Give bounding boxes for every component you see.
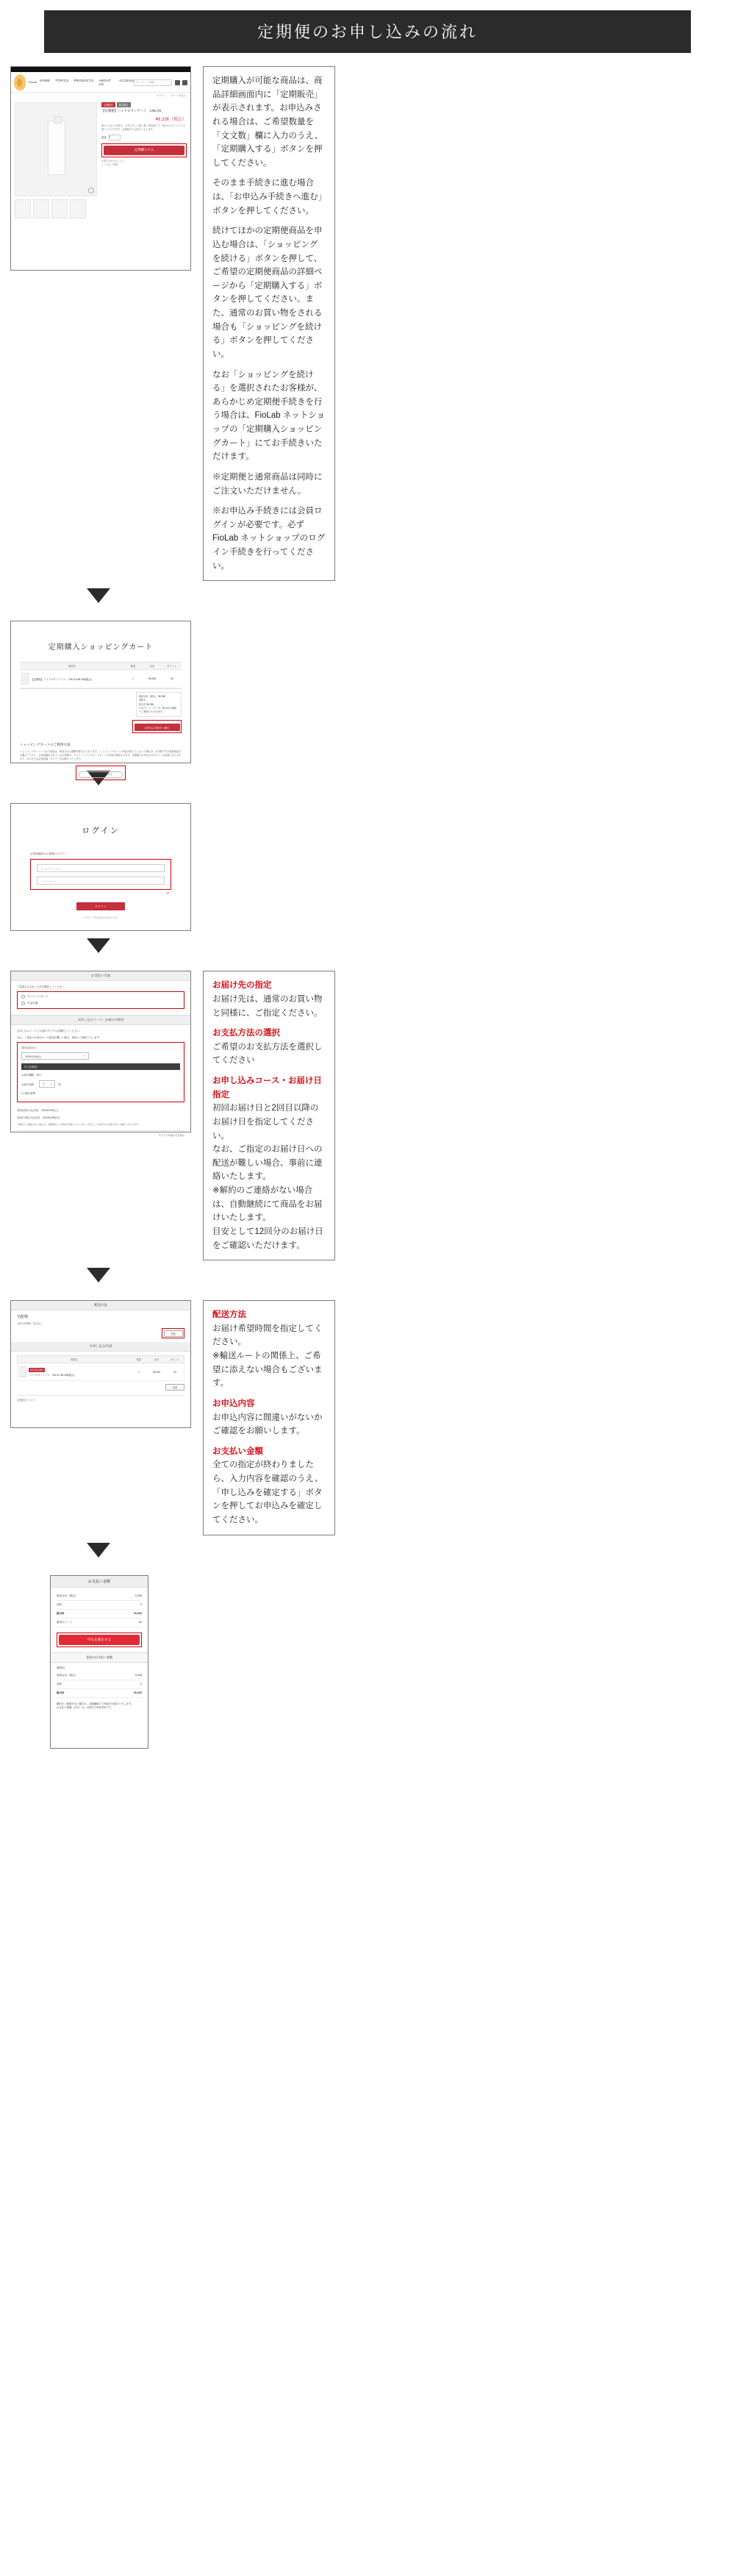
note-head: お届け先の指定 — [212, 981, 272, 991]
status-badge: 数量限定 — [117, 102, 131, 107]
amount-label: 商品合計（税込） — [57, 1594, 78, 1597]
note-block — [212, 979, 326, 1020]
screenshot-product-page — [10, 66, 191, 271]
cart-guide — [20, 733, 182, 780]
order-body — [11, 1352, 190, 1405]
step-4 — [0, 971, 735, 1260]
screenshot-cart-page — [10, 621, 191, 777]
product-gallery — [15, 102, 97, 218]
product-thumbnail — [19, 1366, 26, 1377]
note-block — [212, 1027, 326, 1068]
course-foot-note: ※解約のご連絡がない場合は、自動継続にて商品をお届けいたします。目安として12回分のお届け日をご確認いただけます。 — [17, 1123, 140, 1127]
product-body — [11, 99, 190, 218]
main-nav[interactable] — [40, 79, 134, 86]
sub-nav[interactable] — [11, 93, 190, 99]
summary-note: ※ポイント・クーポン等は次の画面でご利用いただけます。 — [139, 706, 176, 713]
search-input[interactable]: キーワード検索 — [134, 79, 172, 86]
amount-value: 0 — [140, 1602, 142, 1606]
cart-product-cell — [20, 670, 124, 688]
product-main-image[interactable] — [15, 102, 97, 196]
fix-row[interactable] — [21, 1091, 180, 1095]
proceed-to-order-button[interactable]: お申込み手続きへ進む — [135, 724, 180, 731]
count-label: お届け回数： — [21, 1082, 37, 1086]
each-amount-title: 各回のお支払い金額 — [51, 1652, 148, 1663]
step-6 — [0, 1575, 735, 1749]
highlight-box-confirm — [57, 1633, 142, 1647]
nav-item-products[interactable]: PRODUCTS — [74, 79, 94, 82]
continue-shopping-button[interactable]: ショッピングを続ける — [79, 771, 123, 778]
order-product-cell — [18, 1363, 131, 1380]
col-qty: 数量 — [136, 1358, 142, 1362]
thumbnail[interactable] — [51, 199, 68, 218]
cart-summary — [136, 692, 182, 717]
payment-option-credit-card[interactable] — [21, 995, 180, 999]
payment-body — [11, 981, 190, 1141]
status-badge: 定期販売 — [101, 102, 115, 107]
order-section-title: お申し込み内容 — [11, 1342, 190, 1352]
quantity-input[interactable]: 1 — [109, 135, 121, 140]
thumbnail[interactable] — [15, 199, 31, 218]
order-change-wrap — [17, 1384, 184, 1391]
amount-label: 獲得ポイント — [57, 1620, 73, 1624]
nav-item-topics[interactable]: TOPICS — [55, 79, 69, 82]
cycle-row — [21, 1073, 180, 1077]
forgot-password-link[interactable]: パスワードをお忘れの方はこちら — [83, 916, 118, 920]
arrow-icon — [87, 588, 110, 603]
show-all-dates-link[interactable]: すべてのお届け日を表示 — [17, 1130, 184, 1137]
payment-option-label: 代金引換 — [27, 1002, 38, 1005]
product-sub-links[interactable] — [101, 160, 187, 167]
browser-top-bar — [11, 67, 190, 72]
brand-name: FioLab — [29, 81, 37, 84]
amount-line — [57, 1601, 142, 1610]
shipping-change-wrap — [17, 1328, 184, 1338]
nav-item-access[interactable]: ACCESS — [119, 79, 134, 82]
cart-total: ¥6,336 — [148, 677, 157, 681]
first-delivery-label: 初回お届け日 — [21, 1046, 37, 1050]
count-unit: 回 — [58, 1082, 61, 1086]
view-cart-link[interactable]: カートを見る — [171, 94, 186, 97]
count-row[interactable] — [21, 1080, 180, 1088]
cart-qty: 1 — [132, 677, 134, 681]
note-line: ※お申込み手続きには会員ログインが必要です。必ずFioLab ネットショップのログイン手続きを行ってください。 — [212, 507, 326, 571]
thumbnail[interactable] — [33, 199, 49, 218]
product-description: 肌のうるおいを保ち、みずみずしい肌へ導く美容液です。毎日のスキンケアにお使いいただけます。定期便でのお届けとなります。 — [101, 124, 186, 131]
confirm-order-button[interactable]: 申込を確定する — [59, 1635, 140, 1645]
product-price: ¥6,336（税込） — [155, 117, 187, 122]
shipping-section-title: 配送方法 — [11, 1301, 190, 1310]
order-table-header — [17, 1355, 184, 1363]
count-select[interactable] — [39, 1080, 55, 1088]
step-5 — [0, 1300, 735, 1535]
screenshot-shipping-page — [10, 1300, 191, 1428]
delivery-estimate-2 — [17, 1116, 184, 1119]
arrow-icon — [87, 938, 110, 953]
col-product: 商品名 — [71, 1358, 78, 1362]
col-total: 合計 — [154, 1358, 159, 1362]
course-lead-1: お申し込みコース とお届けサイクルを選択してください。 — [17, 1030, 82, 1033]
brand-logo-icon — [14, 74, 26, 90]
highlight-box-course — [17, 1042, 184, 1102]
cycle-label: お届け間隔：毎月 — [21, 1074, 42, 1077]
change-order-button[interactable]: 変更 — [165, 1384, 184, 1391]
payment-section-title: お支払い方法 — [11, 971, 190, 981]
amount-label: 送料 — [57, 1602, 62, 1606]
col-qty: 数量 — [130, 665, 136, 668]
header-icons[interactable] — [175, 80, 187, 85]
screenshot-payment-page — [10, 971, 191, 1138]
show-password-icon[interactable]: 👁 — [165, 891, 170, 896]
chevron-down-icon[interactable]: ▾ — [84, 1055, 85, 1058]
note-line: 定期購入が可能な商品は、商品詳細画面内に「定期販売」が表示されます。お申込みされる場合は、ご希望数量を「文文数」欄に入力のうえ、「定期購入する」ボタンを押してください。 — [212, 76, 323, 168]
col-product: 商品名 — [68, 665, 76, 668]
flow-arrow-4 — [0, 1260, 735, 1287]
note-line: そのまま手続きに進む場合は、「お申込み手続きへ進む」ボタンを押してください。 — [212, 179, 323, 215]
shipping-body — [11, 1310, 190, 1342]
sub-amount-line — [57, 1671, 142, 1680]
note-head: お申込内容 — [212, 1399, 255, 1408]
delivery-estimate-1 — [17, 1108, 184, 1112]
summary-value: ¥6,336 — [158, 695, 166, 699]
step-3 — [0, 803, 735, 931]
col-total: 合計 — [149, 665, 155, 668]
login-lead: 会員登録済のお客様のログイン — [30, 852, 68, 856]
amount-line — [57, 1610, 142, 1619]
note-step-1 — [203, 66, 335, 581]
amount-line — [57, 1592, 142, 1601]
note-line: 続けてほかの定期便商品を申込む場合は、「ショッピングを続ける」ボタンを押して、ご希望の定期便商品の詳細ページから「定期購入する」ボタンを押してください。また、通常のお買い物をされる場合も「ショッピングを続ける」ボタンを押してください。 — [212, 226, 323, 359]
product-title: 【定期便】ハイドロサンテージ CNC①ⅱ — [101, 109, 162, 113]
note-line: ※定期便と通常商品は同時にご注文いただけません。 — [212, 472, 323, 496]
col-point: ポイント — [167, 665, 177, 668]
cart-table-header — [20, 663, 182, 670]
step-1 — [0, 66, 735, 581]
delivery2-label: 2回目お届け日(目安) — [17, 1116, 40, 1120]
note-head: お支払い金額 — [212, 1446, 263, 1456]
note-body: お届け先は、通常のお買い物と同様に、ご指定ください。 — [212, 994, 323, 1018]
amount-body — [51, 1588, 148, 1715]
shop-header — [11, 72, 190, 93]
amount-label: 送料 — [57, 1682, 62, 1685]
nav-item-about[interactable]: ABOUT US — [98, 79, 112, 86]
login-button[interactable]: ログイン — [76, 902, 125, 910]
amount-value: 0 — [140, 1682, 142, 1685]
cart-table — [20, 662, 182, 689]
step-2 — [0, 621, 735, 777]
first-delivery-date-select[interactable] — [21, 1052, 89, 1060]
first-delivery-date-value: 2024/11/30(土) — [25, 1055, 42, 1058]
flow-arrow-5 — [0, 1535, 735, 1562]
table-row — [20, 670, 182, 688]
page-title: 定期便のお申し込みの流れ — [44, 10, 691, 53]
delivery1-label: 初回お届け日(目安) — [17, 1109, 39, 1113]
contact-link[interactable]: お問い合わせはこちら — [101, 159, 125, 163]
flow-arrow-3 — [0, 931, 735, 957]
note-body: ご希望のお支払方法を選択してください — [212, 1042, 323, 1066]
cycle-badge: 毎月1回お届け — [30, 1368, 44, 1371]
password-field[interactable]: パスワード ＊ — [37, 877, 165, 885]
note-body: 初回お届け日と2回目以降のお届け日を指定してください。 なお、ご指定のお届け日への配送が難しい場合、事前に連絡いたします。 ※解約のご連絡がない場合は、自動継続にて商品をお届けいたします。 目安として12回分のお届け日をご確認いただけます。 — [212, 1104, 323, 1250]
subscription-info-link[interactable]: 定期販売について — [17, 1395, 184, 1402]
highlight-box-login-form — [30, 859, 171, 890]
note-block — [212, 1445, 326, 1527]
order-total: ¥6,336 — [153, 1370, 160, 1374]
payment-lead: ご希望のお支払い方法を選択してください。 — [17, 985, 67, 989]
login-title: ログイン — [82, 827, 120, 836]
amount-line — [57, 1619, 142, 1627]
table-row — [17, 1363, 184, 1381]
note-body: お届け希望時間を指定してください。 ※輸送ルートの関係上、ご希望に添えない場合もございます。 — [212, 1324, 323, 1388]
course-section-title: お申し込みコース・お届け日指定 — [11, 1015, 190, 1025]
login-link[interactable]: ログイン — [157, 94, 167, 97]
note-block — [212, 1397, 326, 1438]
zoom-icon[interactable] — [88, 188, 94, 193]
note-step-4 — [203, 971, 335, 1260]
thumbnail-list[interactable] — [15, 199, 97, 218]
summary-label: 総合計 — [139, 702, 146, 706]
cart-guide-text: ショッピングカートへ入れた商品は、保存される期間が限られております。ショッピングカートの内容が消えてしまった場合は、お手数ですが再度商品をお選びください。会員登録をされているお客様は、ログインしていただくとカートの内容が保存されます。定期便のお申込みはログインが必要となりますので、あらかじめ会員登録・ログインをお願いいたします。 — [20, 750, 182, 761]
note-line: なお「ショッピングを続ける」を選択されたお客様が、あらかじめ定期便手続きを行う場合は、FioLab ネットショップの「定期購入ショッピングカート」にてお手続きいただけます。 — [212, 370, 326, 462]
quantity-row[interactable] — [101, 135, 187, 140]
note-head: お支払方法の選択 — [212, 1029, 280, 1038]
order-product-name: ハイドロサンテージ CNC①ⅱ ¥6,336(税込) — [29, 1373, 75, 1377]
note-block — [212, 1308, 326, 1391]
highlight-box-payment-options — [17, 991, 184, 1009]
thumbnail[interactable] — [70, 199, 86, 218]
delivery2-value: 2024/12/30(月) — [43, 1116, 60, 1120]
note-head: お申し込みコース・お届け日指定 — [212, 1077, 322, 1099]
summary-value: ¥6,336 — [146, 702, 154, 706]
subscribe-purchase-button[interactable]: 定期購入する — [104, 146, 184, 155]
amount-value: ¥6,336 — [134, 1691, 142, 1694]
flow-arrow-1 — [0, 581, 735, 607]
account-icon[interactable] — [182, 80, 187, 85]
shipping-time-label: お届け時間帯：指定なし — [17, 1322, 43, 1326]
screenshot-amount-page — [50, 1575, 148, 1749]
fixed-option-label: ◎ 毎回 基準 — [21, 1092, 35, 1096]
product-thumbnail — [21, 673, 29, 685]
col-point: ポイント — [170, 1358, 180, 1362]
quantity-label: 数量 — [101, 136, 107, 140]
highlight-box-next — [132, 720, 182, 733]
summary-label: 商品合計（税込） — [139, 695, 158, 699]
delivery1-value: 2024/11/30(土) — [41, 1109, 58, 1113]
badge-row — [101, 102, 187, 107]
amount-label: 商品合計（税込） — [57, 1673, 78, 1677]
amount-section-title: お支払い金額 — [51, 1576, 148, 1588]
radio-icon[interactable] — [21, 995, 25, 999]
amount-value: 6,336 — [135, 1673, 142, 1677]
shipping-method-label: 宅配便 — [17, 1315, 29, 1320]
amount-label: 総合計 — [57, 1611, 65, 1615]
nav-item-home[interactable]: HOME — [40, 79, 51, 82]
highlight-box-back — [76, 766, 126, 780]
email-field[interactable]: メールアドレス ＊ — [37, 864, 165, 872]
note-step-5 — [203, 1300, 335, 1535]
change-shipping-button[interactable]: 変更 — [164, 1330, 183, 1337]
order-point: 63 — [173, 1370, 176, 1374]
summary-value: 0 — [144, 699, 146, 702]
cycle-header: ◎ 日付指定 — [21, 1063, 180, 1070]
cart-guide-title: ショッピングカートのご利用方法 — [20, 742, 71, 746]
cart-icon[interactable] — [175, 80, 180, 85]
sub-amount-line — [57, 1680, 142, 1689]
product-info — [97, 102, 187, 218]
arrow-icon — [87, 1543, 110, 1558]
order-product-text — [29, 1368, 74, 1377]
amount-foot-note: 解約のご連絡がない場合は、自動継続にて商品をお届けいたします。 お支払い総額（目安）は、12回分で¥76,032です。 — [57, 1702, 134, 1710]
amount-value: 63 — [139, 1620, 142, 1624]
highlight-box-cart — [101, 143, 187, 157]
each-amount-label: 通常回 — [57, 1666, 65, 1669]
amount-value: ¥6,336 — [134, 1611, 142, 1615]
payment-option-cod[interactable] — [21, 1002, 180, 1005]
cart-title: 定期購入ショッピングカート — [48, 643, 154, 652]
order-qty: 1 — [138, 1370, 140, 1374]
amount-label: 総合計 — [57, 1691, 65, 1694]
highlight-box-change — [162, 1328, 184, 1338]
summary-label: 送料 — [139, 699, 144, 702]
arrow-icon — [87, 1268, 110, 1282]
first-delivery-row[interactable] — [21, 1052, 180, 1060]
radio-icon[interactable] — [21, 1002, 25, 1005]
page-root — [0, 10, 735, 1778]
screenshot-login-page — [10, 803, 191, 931]
cart-point: 63 — [171, 677, 173, 681]
note-body: お申込内容に間違いがないかご確認をお願いします。 — [212, 1413, 323, 1436]
course-lead-2: なお、ご指定のお届け日への配送が難しい場合、事前にご連絡いたします。 — [17, 1036, 102, 1040]
amount-value: 6,336 — [135, 1594, 142, 1597]
chevron-down-icon[interactable]: ▾ — [50, 1082, 52, 1086]
product-bottle-shape — [48, 121, 65, 175]
payment-option-label: クレジットカード — [27, 995, 49, 999]
note-body: 全ての指定が終わりましたら、入力内容を確認のうえ、「申し込みを確定する」ボタンを押してお申込みを確定してください。 — [212, 1460, 323, 1524]
cart-product-name: 【定期便】ハイドロサンテージ CNC①ⅱ ¥6,336(税込) — [31, 677, 92, 681]
faq-link[interactable]: よくあるご質問 — [101, 163, 118, 166]
sub-amount-line — [57, 1689, 142, 1698]
note-head: 配送方法 — [212, 1310, 246, 1320]
count-value: 1 — [43, 1082, 45, 1086]
note-block — [212, 1074, 326, 1252]
